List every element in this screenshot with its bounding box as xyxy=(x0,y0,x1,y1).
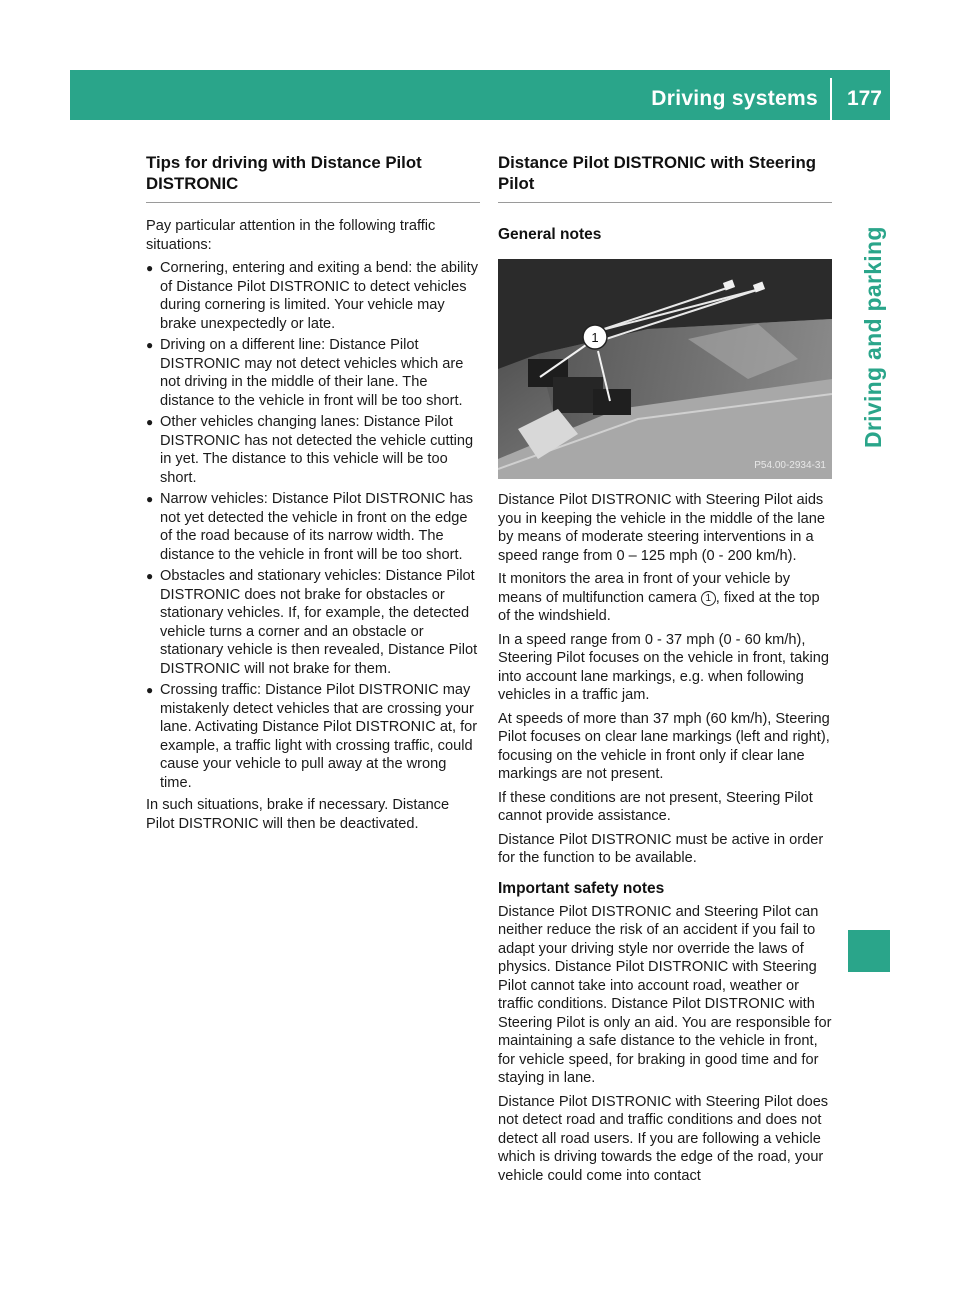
bullet-icon: ● xyxy=(146,683,154,697)
general-notes-heading: General notes xyxy=(498,226,602,243)
list-item: ● Cornering, entering and exiting a bend: the ability of Distance Pilot DISTRONIC to detect vehicles during cornering is limited. Your vehicle may brake unexpectedly or late. xyxy=(146,260,479,332)
list-item: ● Narrow vehicles: Distance Pilot DISTRONIC has not yet detected the vehicle in front on the edge of the road because of its narrow width. The distance to the vehicle in front will be too short. xyxy=(146,491,474,563)
list-item: ● Driving on a different line: Distance Pilot DISTRONIC may not detect vehicles which are not driving in the middle of their lane. The distance to the vehicle in front will be too short. xyxy=(146,337,464,409)
header-divider xyxy=(830,78,832,120)
general-notes-p3: In a speed range from 0 - 37 mph (0 - 60 km/h), Steering Pilot focuses on the vehicle in front, taking into account lane markings, e.g. when following vehicles in a traffic jam. xyxy=(498,631,829,703)
windshield-illustration xyxy=(498,259,832,479)
windshield-camera-figure xyxy=(498,259,832,479)
tips-intro: Pay particular attention in the following traffic situations: xyxy=(146,218,436,253)
bullet-icon: ● xyxy=(146,338,154,352)
safety-notes-p1: Distance Pilot DISTRONIC and Steering Pilot can neither reduce the risk of an accident if you fail to adapt your driving style nor override the laws of physics. Distance Pilot DISTRONIC with Steering Pilot cannot take into account road, weather or traffic conditions. Distance Pilot DISTRONIC with Steering Pilot is only an aid. You are responsible for maintaining a safe distance to the vehicle in front, for vehicle speed, for braking in good time and for staying in lane. xyxy=(498,903,832,1086)
tips-closing: In such situations, brake if necessary. Distance Pilot DISTRONIC will then be deactivated. xyxy=(146,797,450,832)
bullet-icon: ● xyxy=(146,569,154,583)
safety-notes-heading: Important safety notes xyxy=(498,879,665,897)
tips-heading: Tips for driving with Distance Pilot DISTRONIC xyxy=(146,152,480,203)
header-bar xyxy=(70,70,890,120)
general-notes-p5: If these conditions are not present, Steering Pilot cannot provide assistance. xyxy=(498,789,813,824)
general-notes-p1: Distance Pilot DISTRONIC with Steering Pilot aids you in keeping the vehicle in the middle of the lane by means of moderate steering interventions in a speed range from 0 – 125 mph (0 - 200 km/h). xyxy=(498,492,825,564)
tips-list xyxy=(146,259,480,792)
section-title: Driving systems xyxy=(651,87,818,110)
list-item: ● Obstacles and stationary vehicles: Distance Pilot DISTRONIC does not brake for obstacles or stationary vehicles. If, for example, the detected vehicle turns a corner and an obstacle or stationary vehicle is then revealed, Distance Pilot DISTRONIC will not brake for them. xyxy=(146,568,478,677)
list-item: ● Other vehicles changing lanes: Distance Pilot DISTRONIC has not detected the vehicle cutting in yet. The distance to this vehicle will be too short. xyxy=(146,414,474,486)
general-notes-p4: At speeds of more than 37 mph (60 km/h), Steering Pilot focuses on clear lane markings (left and right), focusing on the vehicle in front only if clear lane markings are not present. xyxy=(498,710,830,782)
general-notes-p2: It monitors the area in front of your vehicle by means of multifunction camera 1 , fixed at the top of the windshield. xyxy=(498,571,820,624)
figure-code: P54.00-2934-31 xyxy=(754,459,826,471)
left-column xyxy=(146,152,480,838)
right-column xyxy=(498,152,832,1190)
bullet-icon: ● xyxy=(146,415,154,429)
side-tab-label: Driving and parking xyxy=(860,226,886,448)
side-tab-marker xyxy=(848,930,890,972)
safety-notes-p2: Distance Pilot DISTRONIC with Steering Pilot does not detect road and traffic conditions and does not detect all road users. If you are following a vehicle which is driving towards the edge of the road, your vehicle could come into contact xyxy=(498,1093,829,1184)
general-notes-p6: Distance Pilot DISTRONIC must be active in order for the function to be available. xyxy=(498,831,824,866)
callout-label: 1 xyxy=(591,330,599,345)
list-item: ● Crossing traffic: Distance Pilot DISTRONIC may mistakenly detect vehicles that are crossing your lane. Activating Distance Pilot DISTRONIC at, for example, a traffic light with crossing traffic, could cause your vehicle to pull away at the wrong time. xyxy=(146,682,478,791)
page-number: 177 xyxy=(846,87,882,110)
bullet-icon: ● xyxy=(146,261,154,275)
callout-1-icon: 1 xyxy=(701,591,716,606)
steering-pilot-heading: Distance Pilot DISTRONIC with Steering Pilot xyxy=(498,152,832,203)
bullet-icon: ● xyxy=(146,492,154,506)
